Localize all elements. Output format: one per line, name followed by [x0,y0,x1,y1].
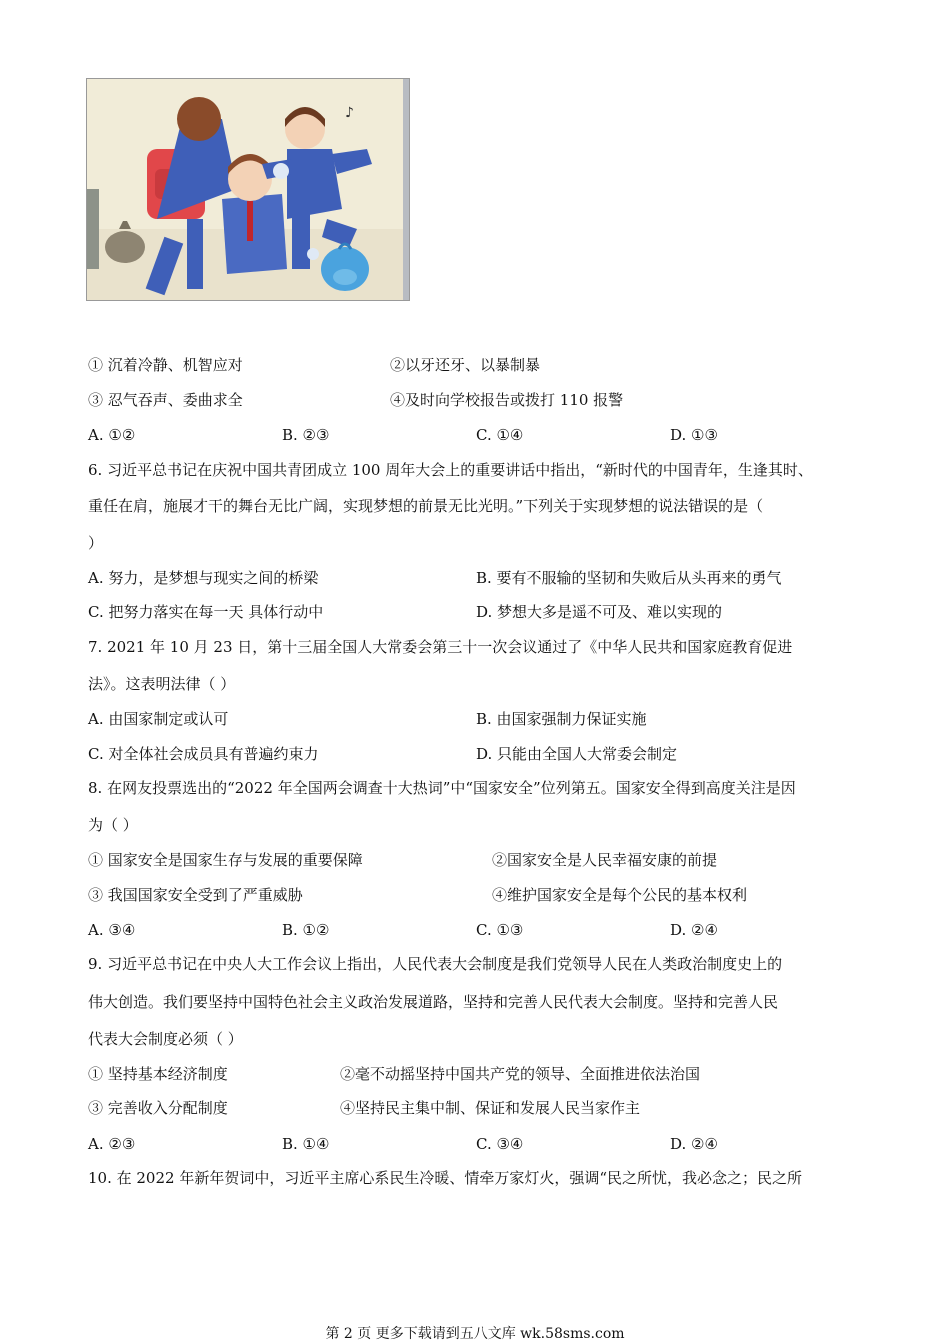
q8-stem-line-2: 为（ ） [88,816,138,834]
q9-statement-3: ③ 完善收入分配制度 [88,1099,228,1117]
q5-statement-1: ① 沉着冷静、机智应对 [88,356,243,374]
q5-option-b[interactable]: B. ②③ [282,426,330,444]
q7-stem-line-2: 法》。这表明法律（ ） [88,675,236,693]
q10-stem-line-1: 10. 在 2022 年新年贺词中，习近平主席心系民生冷暖、情牵万家灯火，强调“民之所忧，我必念之；民之所 [88,1169,803,1187]
q5-option-a[interactable]: A. ①② [88,426,136,444]
students-conflict-illustration [86,78,410,301]
q9-stem-line-3: 代表大会制度必须（ ） [88,1030,243,1048]
q8-statement-3: ③ 我国国家安全受到了严重威胁 [88,886,303,904]
q7-option-a[interactable]: A. 由国家制定或认可 [88,710,229,728]
q5-option-c[interactable]: C. ①④ [476,426,524,444]
q6-option-d[interactable]: D. 梦想大多是遥不可及、难以实现的 [476,603,723,621]
q9-option-c[interactable]: C. ③④ [476,1135,524,1153]
q6-option-b[interactable]: B. 要有不服输的坚韧和失败后从头再来的勇气 [476,569,782,587]
q9-option-a[interactable]: A. ②③ [88,1135,136,1153]
q6-stem-line-3: ） [88,534,104,552]
q6-option-c[interactable]: C. 把努力落实在每一天 具体行动中 [88,603,324,621]
q8-stem-line-1: 8. 在网友投票选出的“2022 年全国两会调查十大热词”中“国家安全”位列第五。国家安全得到高度关注是因 [88,779,796,797]
q7-stem-line-1: 7. 2021 年 10 月 23 日，第十三届全国人大常委会第三十一次会议通过了《中华人民共和国家庭教育促进 [88,638,793,656]
q6-stem-line-1: 6. 习近平总书记在庆祝中国共青团成立 100 周年大会上的重要讲话中指出，“新时代的中国青年，生逢其时、 [88,461,813,479]
illustration-drawing [87,79,409,300]
q6-option-a[interactable]: A. 努力，是梦想与现实之间的桥梁 [88,569,319,587]
q5-statement-2: ②以牙还牙、以暴制暴 [390,356,541,374]
q9-option-d[interactable]: D. ②④ [670,1135,718,1153]
q8-statement-4: ④维护国家安全是每个公民的基本权利 [492,886,748,904]
q8-option-b[interactable]: B. ①② [282,921,330,939]
q8-option-d[interactable]: D. ②④ [670,921,718,939]
q5-statement-4: ④及时向学校报告或拨打 110 报警 [390,391,624,409]
q7-option-b[interactable]: B. 由国家强制力保证实施 [476,710,647,728]
q8-option-a[interactable]: A. ③④ [88,921,136,939]
q9-statement-4: ④坚持民主集中制、保证和发展人民当家作主 [340,1099,641,1117]
q9-statement-2: ②毫不动摇坚持中国共产党的领导、全面推进依法治国 [340,1065,701,1083]
q5-statement-3: ③ 忍气吞声、委曲求全 [88,391,243,409]
q7-option-d[interactable]: D. 只能由全国人大常委会制定 [476,745,678,763]
q9-stem-line-2: 伟大创造。我们要坚持中国特色社会主义政治发展道路，坚持和完善人民代表大会制度。坚持和完善人民 [88,993,779,1011]
q7-option-c[interactable]: C. 对全体社会成员具有普遍约束力 [88,745,319,763]
q5-option-d[interactable]: D. ①③ [670,426,718,444]
q9-option-b[interactable]: B. ①④ [282,1135,330,1153]
q8-statement-2: ②国家安全是人民幸福安康的前提 [492,851,718,869]
q6-stem-line-2: 重任在肩，施展才干的舞台无比广阔，实现梦想的前景无比光明。”下列关于实现梦想的说法错误的是（ [88,497,764,515]
q8-statement-1: ① 国家安全是国家生存与发展的重要保障 [88,851,363,869]
q8-option-c[interactable]: C. ①③ [476,921,524,939]
q9-statement-1: ① 坚持基本经济制度 [88,1065,228,1083]
q9-stem-line-1: 9. 习近平总书记在中央人大工作会议上指出，人民代表大会制度是我们党领导人民在人类政治制度史上的 [88,955,783,973]
page-footer: 第 2 页 更多下载请到五八文库 wk.58sms.com [325,1326,625,1342]
svg-text:♪: ♪ [345,105,354,121]
